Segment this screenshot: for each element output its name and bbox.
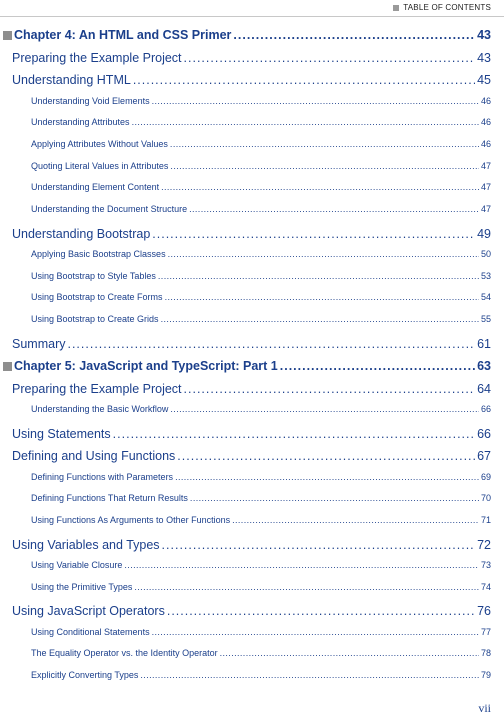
toc-title: Preparing the Example Project <box>12 50 182 65</box>
chapter-square-icon <box>3 31 12 40</box>
toc-page-number: 49 <box>477 226 491 241</box>
dot-leader <box>189 204 479 214</box>
toc-subsection[interactable] <box>31 670 491 680</box>
toc-page-number: 63 <box>477 359 491 374</box>
toc-section[interactable] <box>12 449 491 463</box>
toc-subsection[interactable] <box>31 560 491 570</box>
toc-title: The Equality Operator vs. the Identity Operator <box>31 648 218 659</box>
toc-title: Preparing the Example Project <box>12 381 182 396</box>
toc-title: Defining Functions with Parameters <box>31 471 174 482</box>
dot-leader <box>134 582 479 592</box>
header-rule <box>0 16 504 17</box>
dot-leader <box>140 670 479 680</box>
toc-subsection[interactable] <box>31 204 491 214</box>
toc-page-number: 55 <box>480 314 491 325</box>
toc-subsection[interactable] <box>31 292 491 302</box>
dot-leader <box>280 359 475 373</box>
toc-section[interactable] <box>12 51 491 65</box>
toc-page-number: 72 <box>477 537 491 552</box>
toc-title: Using JavaScript Operators <box>12 604 165 619</box>
dot-leader <box>232 515 479 525</box>
toc-title: Using Bootstrap to Create Grids <box>31 314 159 325</box>
toc-page-number: 69 <box>480 471 491 482</box>
toc-title: Using Conditional Statements <box>31 626 150 637</box>
toc-subsection[interactable] <box>31 493 491 503</box>
toc-title: Understanding HTML <box>12 73 131 87</box>
toc-section[interactable] <box>12 604 491 618</box>
running-head <box>393 3 491 12</box>
dot-leader <box>162 538 476 552</box>
toc-title: Chapter 4: An HTML and CSS Primer <box>14 28 232 42</box>
toc-page-number: 50 <box>480 249 491 259</box>
dot-leader <box>184 51 476 65</box>
toc-section[interactable] <box>12 227 491 241</box>
dot-leader <box>233 28 475 42</box>
toc-page-number: 67 <box>477 449 491 464</box>
dot-leader <box>177 449 475 463</box>
dot-leader <box>170 161 479 171</box>
toc-page-number: 46 <box>480 95 491 106</box>
toc-subsection[interactable] <box>31 582 491 592</box>
dot-leader <box>152 627 479 637</box>
toc-title: Using Functions As Arguments to Other Functions <box>31 515 231 525</box>
toc-section[interactable] <box>12 73 491 87</box>
running-head-label: TABLE OF CONTENTS <box>403 3 491 12</box>
toc-subsection[interactable] <box>31 627 491 637</box>
toc-title: Understanding the Basic Workflow <box>31 404 169 415</box>
page-number: vii <box>478 701 491 715</box>
toc-title: Quoting Literal Values in Attributes <box>31 160 169 171</box>
toc-page-number: 43 <box>477 28 491 42</box>
dot-leader <box>124 560 479 570</box>
toc-title: Defining Functions That Return Results <box>31 493 188 504</box>
dot-leader <box>152 96 479 106</box>
toc-page-number: 47 <box>480 160 491 171</box>
toc-page-number: 76 <box>477 604 491 619</box>
toc-page-number: 66 <box>477 426 491 441</box>
toc-subsection[interactable] <box>31 96 491 106</box>
toc-subsection[interactable] <box>31 472 491 482</box>
toc-page-number: 70 <box>480 493 491 504</box>
dot-leader <box>132 117 479 127</box>
dot-leader <box>175 472 479 482</box>
toc-chapter[interactable] <box>3 359 491 373</box>
toc-chapter[interactable] <box>3 28 491 42</box>
toc-page-number: 73 <box>480 560 491 570</box>
toc-title: Defining and Using Functions <box>12 449 176 464</box>
toc-page-number: 46 <box>480 117 491 128</box>
dot-leader <box>161 314 479 324</box>
toc-page-number: 43 <box>477 50 491 65</box>
dot-leader <box>170 139 479 149</box>
toc-page-number: 79 <box>480 670 491 681</box>
toc-page-number: 74 <box>480 581 491 592</box>
dot-leader <box>168 249 479 259</box>
dot-leader <box>184 382 476 396</box>
toc-title: Applying Attributes Without Values <box>31 138 168 149</box>
toc-section[interactable] <box>12 382 491 396</box>
toc-title: Applying Basic Bootstrap Classes <box>31 249 166 259</box>
toc-section[interactable] <box>12 538 491 552</box>
dot-leader <box>158 271 479 281</box>
toc-subsection[interactable] <box>31 161 491 171</box>
toc-subsection[interactable] <box>31 249 491 259</box>
toc-subsection[interactable] <box>31 314 491 324</box>
toc-title: Understanding Element Content <box>31 182 160 193</box>
toc-title: Summary <box>12 336 66 351</box>
toc-subsection[interactable] <box>31 139 491 149</box>
dot-leader <box>165 292 479 302</box>
toc-section[interactable] <box>12 337 491 351</box>
toc-title: Using Variable Closure <box>31 560 123 570</box>
dot-leader <box>152 227 475 241</box>
toc-subsection[interactable] <box>31 515 491 525</box>
dot-leader <box>167 604 475 618</box>
toc-subsection[interactable] <box>31 182 491 192</box>
running-head-square-icon <box>393 5 399 11</box>
toc-page-number: 53 <box>480 270 491 281</box>
dot-leader <box>190 493 479 503</box>
toc-subsection[interactable] <box>31 648 491 658</box>
toc-title: Understanding the Document Structure <box>31 204 188 214</box>
toc-page-number: 45 <box>477 73 491 87</box>
dot-leader <box>161 182 479 192</box>
dot-leader <box>67 337 475 351</box>
toc-page-number: 47 <box>480 182 491 193</box>
toc-page-number: 46 <box>480 138 491 149</box>
toc-page-number: 47 <box>480 204 491 214</box>
toc-page-number: 61 <box>477 336 491 351</box>
toc-title: Using Variables and Types <box>12 537 160 552</box>
toc-subsection[interactable] <box>31 117 491 127</box>
toc-page-number: 77 <box>480 626 491 637</box>
toc-title: Using the Primitive Types <box>31 581 133 592</box>
toc-title: Using Bootstrap to Create Forms <box>31 292 163 303</box>
toc-title: Understanding Attributes <box>31 117 130 128</box>
toc-title: Understanding Bootstrap <box>12 226 151 241</box>
toc-subsection[interactable] <box>31 271 491 281</box>
toc-page-number: 64 <box>477 381 491 396</box>
dot-leader <box>220 648 479 658</box>
dot-leader <box>113 427 475 441</box>
chapter-square-icon <box>3 362 12 371</box>
toc-page-number: 54 <box>480 292 491 303</box>
toc-title: Using Bootstrap to Style Tables <box>31 270 156 281</box>
dot-leader <box>133 73 475 87</box>
toc-title: Understanding Void Elements <box>31 95 150 106</box>
toc-title: Chapter 5: JavaScript and TypeScript: Part 1 <box>14 359 278 374</box>
toc-page-number: 71 <box>480 515 491 525</box>
toc-title: Explicitly Converting Types <box>31 670 139 681</box>
toc-subsection[interactable] <box>31 404 491 414</box>
toc-page-number: 78 <box>480 648 491 659</box>
toc-section[interactable] <box>12 427 491 441</box>
toc-page-number: 66 <box>480 404 491 415</box>
toc-title: Using Statements <box>12 426 111 441</box>
dot-leader <box>170 404 479 414</box>
